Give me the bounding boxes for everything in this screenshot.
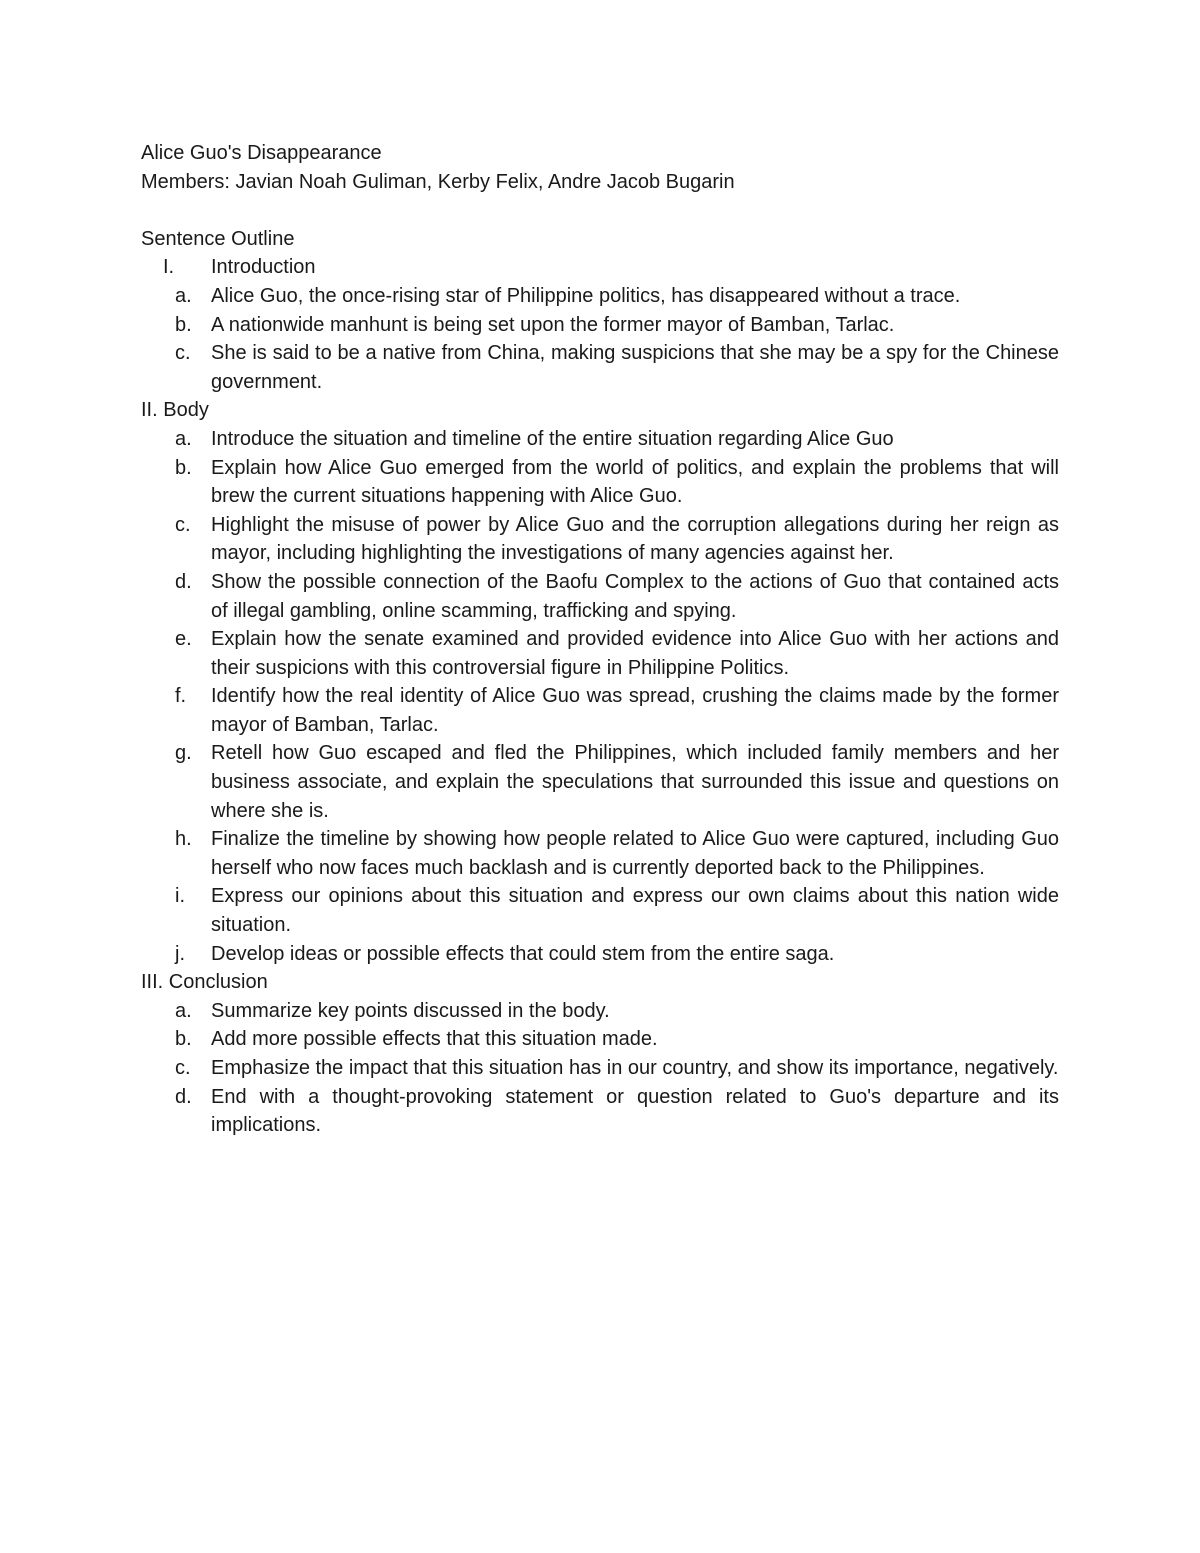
document-title: Alice Guo's Disappearance: [141, 142, 382, 164]
item-marker: a.: [175, 284, 192, 307]
item-marker: h.: [175, 828, 192, 851]
item-text: End with a thought-provoking statement or question related to Guo's departure and its implications.: [211, 1085, 1059, 1137]
list-item: [141, 425, 1059, 454]
section-conclusion-heading: III. Conclusion: [141, 971, 268, 994]
outline-heading: Sentence Outline: [141, 227, 295, 250]
item-marker: d.: [175, 570, 192, 593]
section-introduction: [141, 253, 1059, 282]
item-text: Emphasize the impact that this situation has in our country, and show its importance, negatively.: [211, 1057, 1059, 1079]
item-marker: f.: [175, 685, 187, 708]
item-marker: c.: [175, 1057, 191, 1079]
item-marker: b.: [175, 456, 192, 479]
blank-line: [141, 196, 1059, 225]
list-item: [141, 739, 1059, 825]
item-text: Finalize the timeline by showing how people related to Alice Guo were captured, including Guo herself who now faces much backlash and is currently deported back to the Philippines.: [211, 828, 1059, 879]
list-item: [141, 1054, 1059, 1083]
item-marker: j.: [175, 942, 185, 965]
list-item: [141, 997, 1059, 1026]
list-item: [141, 454, 1059, 511]
item-text: Summarize key points discussed in the body.: [211, 999, 610, 1022]
list-item: [141, 825, 1059, 882]
item-text: Express our opinions about this situation and express our own claims about this nation wide situation.: [211, 885, 1059, 937]
item-text: Alice Guo, the once-rising star of Philippine politics, has disappeared without a trace.: [211, 284, 961, 307]
item-text: She is said to be a native from China, making suspicions that she may be a spy for the Chinese government.: [211, 342, 1059, 393]
item-text: Add more possible effects that this situation made.: [211, 1028, 658, 1051]
item-marker: a.: [175, 999, 192, 1022]
list-item: [141, 625, 1059, 682]
conclusion-list: [141, 997, 1059, 1140]
section-label: Introduction: [211, 256, 316, 279]
list-item: [141, 511, 1059, 568]
list-item: [141, 1083, 1059, 1140]
item-marker: e.: [175, 628, 192, 651]
item-text: Explain how the senate examined and provided evidence into Alice Guo with her actions and their suspicions with this controversial figure in Philippine Politics.: [211, 628, 1059, 679]
item-marker: a.: [175, 427, 192, 450]
document-body: [141, 139, 1059, 1140]
introduction-list: [141, 282, 1059, 396]
list-item: [141, 882, 1059, 939]
item-text: Explain how Alice Guo emerged from the world of politics, and explain the problems that will brew the current situations happening with Alice Guo.: [211, 456, 1059, 508]
item-marker: c.: [175, 342, 191, 365]
list-item: [141, 282, 1059, 311]
members-line: Members: Javian Noah Guliman, Kerby Felix, Andre Jacob Bugarin: [141, 170, 735, 193]
item-text: Identify how the real identity of Alice Guo was spread, crushing the claims made by the former mayor of Bamban, Tarlac.: [211, 685, 1059, 736]
item-text: A nationwide manhunt is being set upon the former mayor of Bamban, Tarlac.: [211, 313, 895, 336]
item-marker: i.: [175, 885, 185, 908]
item-marker: g.: [175, 742, 192, 765]
item-marker: d.: [175, 1085, 192, 1108]
list-item: [141, 1025, 1059, 1054]
list-item: [141, 339, 1059, 396]
item-marker: c.: [175, 513, 191, 536]
item-text: Show the possible connection of the Baofu Complex to the actions of Guo that contained acts of illegal gambling, online scamming, trafficking and spying.: [211, 570, 1059, 622]
body-list: [141, 425, 1059, 968]
item-marker: b.: [175, 1028, 192, 1051]
list-item: [141, 682, 1059, 739]
item-text: Develop ideas or possible effects that could stem from the entire saga.: [211, 942, 835, 965]
section-body-heading: II. Body: [141, 399, 209, 422]
list-item: [141, 940, 1059, 969]
list-item: [141, 311, 1059, 340]
item-text: Introduce the situation and timeline of the entire situation regarding Alice Guo: [211, 427, 894, 450]
item-marker: b.: [175, 313, 192, 336]
section-marker: I.: [163, 256, 175, 279]
list-item: [141, 568, 1059, 625]
item-text: Retell how Guo escaped and fled the Philippines, which included family members and her business associate, and explain the speculations that surrounded this issue and questions on where she is.: [211, 742, 1059, 822]
item-text: Highlight the misuse of power by Alice Guo and the corruption allegations during her reign as mayor, including highlighting the investigations of many agencies against her.: [211, 513, 1059, 565]
